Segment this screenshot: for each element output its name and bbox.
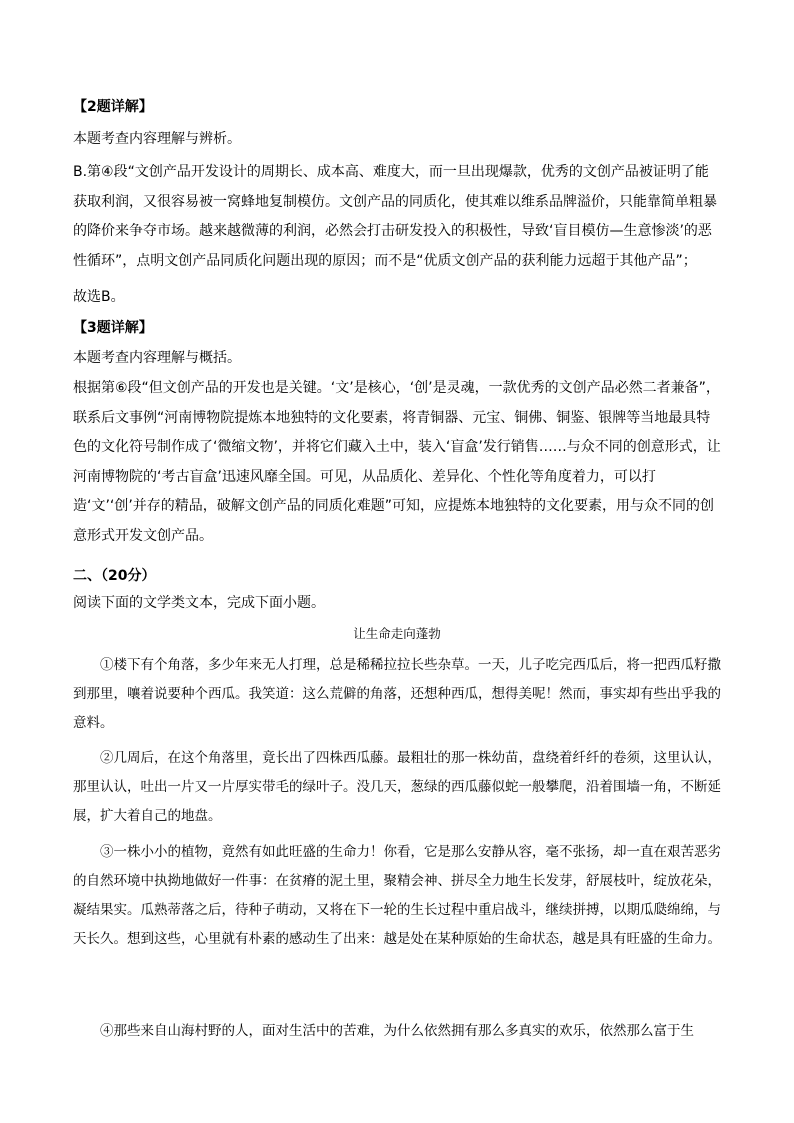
story-paragraph-1: ①楼下有个角落，多少年来无人打理，总是稀稀拉拉长些杂草。一天，儿子吃完西瓜后，将一把西瓜籽撒到那里，嚷着说要种个西瓜。我笑道：这么荒僻的角落，还想种西瓜，想得美呢！然而，事实却有些出乎我的意料。 [73, 657, 721, 731]
q2-intro: 本题考查内容理解与辨析。 [73, 131, 241, 147]
q3-header: 【3题详解】 [73, 320, 153, 336]
story-paragraph-3: ③一株小小的植物，竟然有如此旺盛的生命力！你看，它是那么安静从容，毫不张扬，却一直在艰苦恶劣的自然环境中执拗地做好一件事：在贫瘠的泥土里，聚精会神、拼尽全力地生长发芽，舒展枝叶，绽放花朵，凝结果实。瓜熟蒂落之后，待种子萌动，又将在下一轮的生长过程中重启战斗，继续拼搏，以期瓜瓞绵绵，与天长久。想到这些，心里就有朴素的感动生了出来：越是处在某种原始的生命状态，越是具有旺盛的生命力。 [73, 844, 721, 947]
story-title: 让生命走向蓬勃 [353, 626, 441, 641]
q3-intro: 本题考查内容理解与概括。 [73, 350, 241, 366]
section2-instruction: 阅读下面的文学类文本，完成下面小题。 [73, 595, 325, 611]
story-paragraph-4: ④那些来自山海村野的人，面对生活中的苦难，为什么依然拥有那么多真实的欢乐，依然那么富于生 [100, 1023, 694, 1039]
q2-explanation: B.第④段“文创产品开发设计的周期长、成本高、难度大，而一旦出现爆款，优秀的文创产品被证明了能获取利润，又很容易被一窝蜂地复制模仿。文创产品的同质化，使其难以维系品牌溢价，只能靠简单粗暴的降价来争夺市场。越来越微薄的利润，必然会打击研发投入的积极性，导致‘盲目模仿—生意惨淡’的恶性循环”，点明文创产品同质化问题出现的原因；而不是“优质文创产品的获利能力远超于其他产品”； [73, 164, 717, 269]
section2-header: 二、（20分） [73, 568, 156, 584]
q2-header: 【2题详解】 [73, 99, 153, 115]
q2-conclusion: 故选B。 [73, 289, 125, 305]
story-paragraph-2: ②几周后，在这个角落里，竟长出了四株西瓜藤。最粗壮的那一株幼苗，盘绕着纤纤的卷须，这里认认，那里认认，吐出一片又一片厚实带毛的绿叶子。没几天，葱绿的西瓜藤似蛇一般攀爬，沿着围墙一角，不断延展，扩大着自己的地盘。 [73, 750, 721, 824]
q3-explanation: 根据第⑥段“但文创产品的开发也是关键。‘文’是核心，‘创’是灵魂，一款优秀的文创产品必然二者兼备”，联系后文事例“河南博物院提炼本地独特的文化要素，将青铜器、元宝、铜佛、铜鉴、银牌等当地最具特色的文化符号制作成了‘微缩文物’，并将它们藏入土中，装入‘盲盒’发行销售……与众不同的创意形式，让河南博物院的‘考古盲盒’迅速风靡全国。可见，从品质化、差异化、个性化等角度着力，可以打造‘文’‘创’并存的精品，破解文创产品的同质化难题”可知，应提炼本地独特的文化要素，用与众不同的创意形式开发文创产品。 [73, 380, 721, 544]
